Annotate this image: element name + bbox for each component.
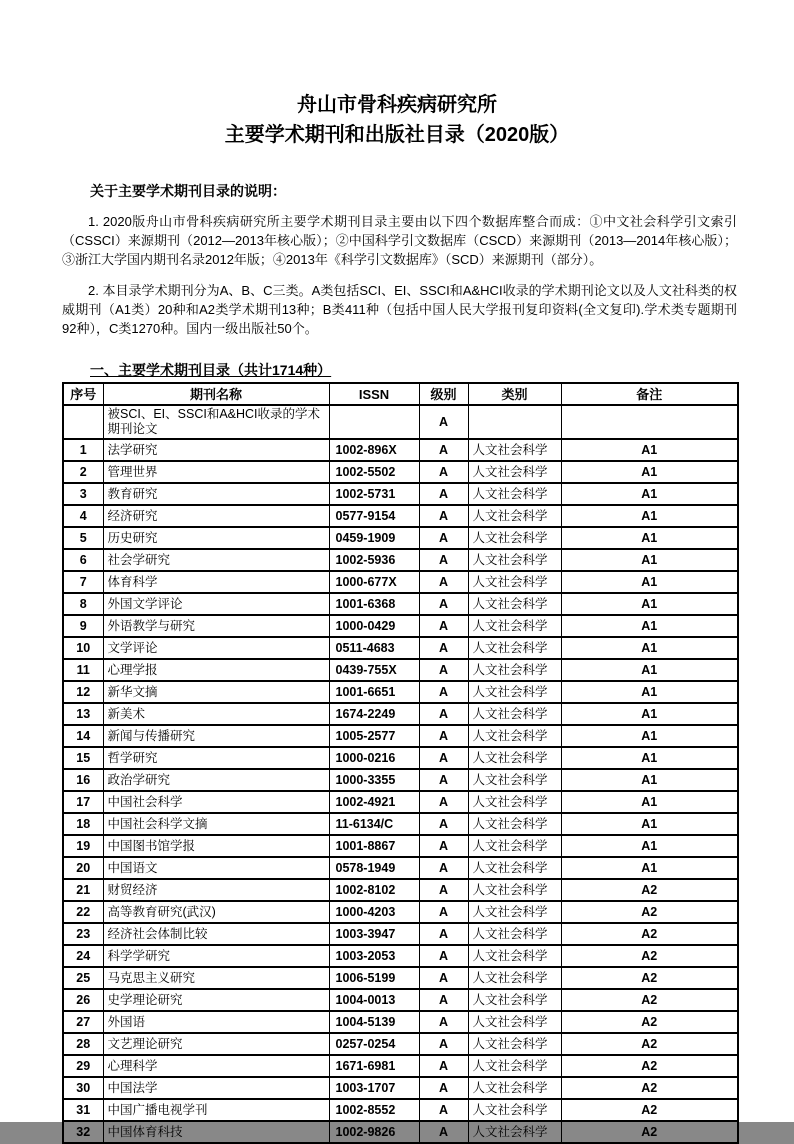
category-cell: 人文社会科学 (468, 527, 561, 549)
category-cell: 人文社会科学 (468, 439, 561, 461)
notes-paragraph-2: 2. 本目录学术期刊分为A、B、C三类。A类包括SCI、EI、SSCI和A&HCI收录的学术期刊论文以及人文社科类的权威期刊（A1类）20种和A2类学术期刊13种；B类411种（包括中国人民大学报刊复印资料(全文复印).学术类专题期刊92种），C类1270种。国内一级出版社50个。 (62, 283, 737, 336)
remark-cell: A1 (561, 571, 738, 593)
title-line-1: 舟山市骨科疾病研究所 (297, 94, 497, 116)
remark-cell: A1 (561, 747, 738, 769)
category-cell: 人文社会科学 (468, 571, 561, 593)
category-cell: 人文社会科学 (468, 813, 561, 835)
journal-name-cell: 历史研究 (103, 527, 329, 549)
journal-name-cell: 中国法学 (103, 1077, 329, 1099)
seq-cell: 32 (63, 1121, 103, 1143)
level-cell: A (419, 989, 468, 1011)
seq-cell: 31 (63, 1099, 103, 1121)
category-cell: 人文社会科学 (468, 747, 561, 769)
remark-cell: A2 (561, 879, 738, 901)
remark-cell: A1 (561, 857, 738, 879)
category-cell: 人文社会科学 (468, 923, 561, 945)
remark-cell: A2 (561, 967, 738, 989)
seq-cell: 7 (63, 571, 103, 593)
journal-name-cell: 史学理论研究 (103, 989, 329, 1011)
journal-name-cell: 财贸经济 (103, 879, 329, 901)
issn-cell: 1001-8867 (329, 835, 419, 857)
seq-cell: 6 (63, 549, 103, 571)
level-cell: A (419, 1055, 468, 1077)
level-cell: A (419, 527, 468, 549)
journal-name-cell: 中国社会科学文摘 (103, 813, 329, 835)
table-row (63, 681, 738, 703)
journal-name-cell: 新华文摘 (103, 681, 329, 703)
category-cell: 人文社会科学 (468, 483, 561, 505)
table-row (63, 637, 738, 659)
category-cell: 人文社会科学 (468, 835, 561, 857)
level-cell: A (419, 505, 468, 527)
issn-cell: 0511-4683 (329, 637, 419, 659)
remark-cell: A1 (561, 637, 738, 659)
issn-cell: 1006-5199 (329, 967, 419, 989)
level-cell: A (419, 615, 468, 637)
issn-cell: 1671-6981 (329, 1055, 419, 1077)
level-cell: A (419, 681, 468, 703)
table-row (63, 659, 738, 681)
level-cell: A (419, 439, 468, 461)
seq-cell: 17 (63, 791, 103, 813)
seq-cell: 18 (63, 813, 103, 835)
journal-name-cell: 教育研究 (103, 483, 329, 505)
table-row (63, 527, 738, 549)
issn-cell: 1004-0013 (329, 989, 419, 1011)
journal-name-cell: 高等教育研究(武汉) (103, 901, 329, 923)
category-cell: 人文社会科学 (468, 1077, 561, 1099)
journal-name-cell: 法学研究 (103, 439, 329, 461)
seq-cell: 23 (63, 923, 103, 945)
journal-name-cell: 政治学研究 (103, 769, 329, 791)
remark-cell: A1 (561, 769, 738, 791)
issn-cell: 1000-0429 (329, 615, 419, 637)
table-row (63, 461, 738, 483)
journal-name-cell: 心理科学 (103, 1055, 329, 1077)
seq-cell: 21 (63, 879, 103, 901)
journal-table-header (63, 383, 738, 405)
remark-cell: A1 (561, 835, 738, 857)
section-heading (62, 361, 737, 379)
category-cell: 人文社会科学 (468, 967, 561, 989)
level-cell: A (419, 483, 468, 505)
category-cell: 人文社会科学 (468, 505, 561, 527)
remark-cell: A2 (561, 1077, 738, 1099)
issn-cell: 1000-0216 (329, 747, 419, 769)
table-row (63, 901, 738, 923)
category-cell: 人文社会科学 (468, 857, 561, 879)
category-cell: 人文社会科学 (468, 637, 561, 659)
seq-cell: 28 (63, 1033, 103, 1055)
journal-name-cell: 马克思主义研究 (103, 967, 329, 989)
table-row (63, 549, 738, 571)
journal-table (62, 382, 739, 1144)
seq-cell: 25 (63, 967, 103, 989)
remark-cell: A1 (561, 659, 738, 681)
header-category: 类别 (468, 383, 561, 405)
remark-cell: A2 (561, 945, 738, 967)
category-cell: 人文社会科学 (468, 615, 561, 637)
document-body (62, 182, 737, 1144)
issn-cell: 1000-677X (329, 571, 419, 593)
journal-name-cell: 新美术 (103, 703, 329, 725)
issn-cell: 1002-5731 (329, 483, 419, 505)
remark-cell: A1 (561, 483, 738, 505)
issn-cell (329, 405, 419, 439)
category-cell: 人文社会科学 (468, 703, 561, 725)
notes-paragraph-1: 1. 2020版舟山市骨科疾病研究所主要学术期刊目录主要由以下四个数据库整合而成：①中文社会科学引文索引（CSSCI）来源期刊（2012—2013年核心版）；②中国科学引文数据库（CSCD）来源期刊（2013—2014年核心版）；③浙江大学国内期刊名录2012年版；④2013年《科学引文数据库》（SCD）来源期刊（部分）。 (62, 214, 737, 267)
journal-name-cell: 被SCI、EI、SSCI和A&HCI收录的学术期刊论文 (103, 405, 329, 439)
issn-cell: 0439-755X (329, 659, 419, 681)
journal-name-cell: 新闻与传播研究 (103, 725, 329, 747)
level-cell: A (419, 835, 468, 857)
category-cell: 人文社会科学 (468, 945, 561, 967)
remark-cell: A2 (561, 901, 738, 923)
remark-cell: A1 (561, 593, 738, 615)
seq-cell: 30 (63, 1077, 103, 1099)
issn-cell: 1002-5936 (329, 549, 419, 571)
table-row (63, 1033, 738, 1055)
table-row (63, 439, 738, 461)
issn-cell: 0577-9154 (329, 505, 419, 527)
remark-cell: A1 (561, 791, 738, 813)
table-row (63, 1099, 738, 1121)
table-row (63, 1121, 738, 1143)
header-journal-name: 期刊名称 (103, 383, 329, 405)
title-line-2: 主要学术期刊和出版社目录（2020版） (224, 124, 570, 146)
issn-cell: 1004-5139 (329, 1011, 419, 1033)
seq-cell: 24 (63, 945, 103, 967)
table-row (63, 769, 738, 791)
remark-cell (561, 405, 738, 439)
issn-cell: 1005-2577 (329, 725, 419, 747)
seq-cell: 3 (63, 483, 103, 505)
category-cell: 人文社会科学 (468, 725, 561, 747)
issn-cell: 1002-896X (329, 439, 419, 461)
table-row (63, 967, 738, 989)
remark-cell: A2 (561, 989, 738, 1011)
category-cell: 人文社会科学 (468, 879, 561, 901)
seq-cell (63, 405, 103, 439)
seq-cell: 16 (63, 769, 103, 791)
issn-cell: 1001-6651 (329, 681, 419, 703)
document-title (0, 0, 794, 150)
section-heading-text: 一、主要学术期刊目录（共计1714种） (90, 362, 332, 378)
table-row (63, 747, 738, 769)
remark-cell: A2 (561, 1011, 738, 1033)
table-row (63, 945, 738, 967)
seq-cell: 15 (63, 747, 103, 769)
level-cell: A (419, 813, 468, 835)
level-cell: A (419, 1011, 468, 1033)
remark-cell: A1 (561, 615, 738, 637)
remark-cell: A1 (561, 703, 738, 725)
level-cell: A (419, 1099, 468, 1121)
journal-name-cell: 中国语文 (103, 857, 329, 879)
journal-name-cell: 中国图书馆学报 (103, 835, 329, 857)
seq-cell: 13 (63, 703, 103, 725)
level-cell: A (419, 747, 468, 769)
journal-name-cell: 经济研究 (103, 505, 329, 527)
seq-cell: 19 (63, 835, 103, 857)
issn-cell: 1003-2053 (329, 945, 419, 967)
journal-name-cell: 体育科学 (103, 571, 329, 593)
journal-name-cell: 中国广播电视学刊 (103, 1099, 329, 1121)
level-cell: A (419, 571, 468, 593)
level-cell: A (419, 637, 468, 659)
seq-cell: 4 (63, 505, 103, 527)
level-cell: A (419, 1121, 468, 1143)
seq-cell: 9 (63, 615, 103, 637)
journal-name-cell: 外国语 (103, 1011, 329, 1033)
issn-cell: 1002-5502 (329, 461, 419, 483)
level-cell: A (419, 461, 468, 483)
journal-name-cell: 文学评论 (103, 637, 329, 659)
level-cell: A (419, 549, 468, 571)
category-cell: 人文社会科学 (468, 791, 561, 813)
table-row (63, 571, 738, 593)
category-cell: 人文社会科学 (468, 1121, 561, 1143)
category-cell: 人文社会科学 (468, 1011, 561, 1033)
header-issn: ISSN (329, 383, 419, 405)
seq-cell: 22 (63, 901, 103, 923)
table-row (63, 1011, 738, 1033)
issn-cell: 1000-4203 (329, 901, 419, 923)
seq-cell: 12 (63, 681, 103, 703)
seq-cell: 1 (63, 439, 103, 461)
journal-name-cell: 文艺理论研究 (103, 1033, 329, 1055)
table-row (63, 879, 738, 901)
issn-cell: 0257-0254 (329, 1033, 419, 1055)
table-row (63, 703, 738, 725)
header-remark: 备注 (561, 383, 738, 405)
remark-cell: A1 (561, 681, 738, 703)
level-cell: A (419, 593, 468, 615)
journal-name-cell: 中国社会科学 (103, 791, 329, 813)
category-cell: 人文社会科学 (468, 989, 561, 1011)
table-row (63, 615, 738, 637)
remark-cell: A2 (561, 1099, 738, 1121)
journal-name-cell: 心理学报 (103, 659, 329, 681)
journal-name-cell: 科学学研究 (103, 945, 329, 967)
remark-cell: A2 (561, 923, 738, 945)
header-row (63, 383, 738, 405)
level-cell: A (419, 703, 468, 725)
issn-cell: 1003-1707 (329, 1077, 419, 1099)
remark-cell: A2 (561, 1033, 738, 1055)
journal-name-cell: 社会学研究 (103, 549, 329, 571)
table-row (63, 725, 738, 747)
seq-cell: 27 (63, 1011, 103, 1033)
category-cell: 人文社会科学 (468, 681, 561, 703)
level-cell: A (419, 1077, 468, 1099)
remark-cell: A1 (561, 505, 738, 527)
level-cell: A (419, 923, 468, 945)
table-row (63, 835, 738, 857)
journal-name-cell: 外语教学与研究 (103, 615, 329, 637)
notes-heading: 关于主要学术期刊目录的说明： (90, 183, 286, 199)
level-cell: A (419, 901, 468, 923)
seq-cell: 26 (63, 989, 103, 1011)
category-cell: 人文社会科学 (468, 659, 561, 681)
category-cell: 人文社会科学 (468, 901, 561, 923)
table-row (63, 989, 738, 1011)
seq-cell: 14 (63, 725, 103, 747)
issn-cell: 1003-3947 (329, 923, 419, 945)
remark-cell: A1 (561, 439, 738, 461)
issn-cell: 0459-1909 (329, 527, 419, 549)
issn-cell: 11-6134/C (329, 813, 419, 835)
level-cell: A (419, 405, 468, 439)
remark-cell: A1 (561, 813, 738, 835)
seq-cell: 2 (63, 461, 103, 483)
issn-cell: 1000-3355 (329, 769, 419, 791)
table-row (63, 1055, 738, 1077)
issn-cell: 1002-8102 (329, 879, 419, 901)
seq-cell: 10 (63, 637, 103, 659)
remark-cell: A2 (561, 1055, 738, 1077)
category-cell (468, 405, 561, 439)
category-cell: 人文社会科学 (468, 549, 561, 571)
table-row (63, 405, 738, 439)
table-row (63, 813, 738, 835)
table-row (63, 593, 738, 615)
remark-cell: A1 (561, 527, 738, 549)
header-seq: 序号 (63, 383, 103, 405)
level-cell: A (419, 879, 468, 901)
category-cell: 人文社会科学 (468, 593, 561, 615)
seq-cell: 20 (63, 857, 103, 879)
table-row (63, 923, 738, 945)
table-row (63, 791, 738, 813)
header-level: 级别 (419, 383, 468, 405)
issn-cell: 1674-2249 (329, 703, 419, 725)
category-cell: 人文社会科学 (468, 1099, 561, 1121)
remark-cell: A1 (561, 461, 738, 483)
journal-name-cell: 外国文学评论 (103, 593, 329, 615)
table-row (63, 857, 738, 879)
level-cell: A (419, 967, 468, 989)
category-cell: 人文社会科学 (468, 769, 561, 791)
level-cell: A (419, 659, 468, 681)
issn-cell: 1002-9826 (329, 1121, 419, 1143)
seq-cell: 8 (63, 593, 103, 615)
level-cell: A (419, 1033, 468, 1055)
table-row (63, 1077, 738, 1099)
remark-cell: A1 (561, 549, 738, 571)
issn-cell: 1002-8552 (329, 1099, 419, 1121)
remark-cell: A1 (561, 725, 738, 747)
level-cell: A (419, 791, 468, 813)
category-cell: 人文社会科学 (468, 1055, 561, 1077)
level-cell: A (419, 945, 468, 967)
level-cell: A (419, 769, 468, 791)
table-row (63, 483, 738, 505)
category-cell: 人文社会科学 (468, 1033, 561, 1055)
journal-name-cell: 管理世界 (103, 461, 329, 483)
issn-cell: 0578-1949 (329, 857, 419, 879)
level-cell: A (419, 857, 468, 879)
issn-cell: 1002-4921 (329, 791, 419, 813)
category-cell: 人文社会科学 (468, 461, 561, 483)
remark-cell: A2 (561, 1121, 738, 1143)
issn-cell: 1001-6368 (329, 593, 419, 615)
seq-cell: 11 (63, 659, 103, 681)
level-cell: A (419, 725, 468, 747)
seq-cell: 29 (63, 1055, 103, 1077)
table-row (63, 505, 738, 527)
seq-cell: 5 (63, 527, 103, 549)
journal-name-cell: 经济社会体制比较 (103, 923, 329, 945)
journal-name-cell: 中国体育科技 (103, 1121, 329, 1143)
journal-name-cell: 哲学研究 (103, 747, 329, 769)
journal-table-body (63, 405, 738, 1143)
